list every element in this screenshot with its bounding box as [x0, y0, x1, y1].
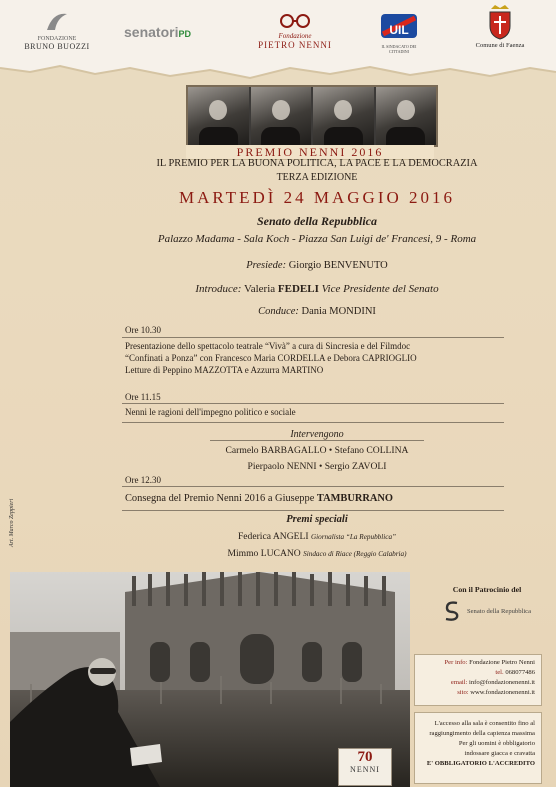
site-label: sito: [457, 689, 469, 696]
program-item-1115 [125, 406, 510, 418]
premio-speciale-1 [122, 531, 512, 542]
access-line-2: raggiungimento della capienza massima [429, 730, 535, 737]
divider-1 [122, 337, 504, 338]
info-label: Per info: [444, 659, 468, 666]
email-value: info@fondazionenenni.it [469, 679, 535, 686]
coat-of-arms-icon [487, 4, 513, 40]
access-line-3: Per gli uomini è obbligatorio [458, 740, 535, 747]
poster-title: PREMIO NENNI 2016 [186, 145, 434, 160]
senatori-logo [124, 24, 224, 40]
photo-1 [188, 87, 249, 145]
introduce-first-name: Valeria [243, 283, 276, 295]
time-1115: Ore 11.15 [125, 392, 161, 402]
divider-5 [122, 510, 504, 511]
senatori-suffix: PD [178, 29, 191, 39]
subtitle: IL PREMIO PER LA BUONA POLITICA, LA PACE E LA DEMOCRAZIA [156, 158, 478, 169]
divider-4 [122, 486, 504, 487]
senato-mark [426, 600, 548, 622]
uil-sub-label: IL SINDACATO DEI CITTADINI [381, 44, 417, 54]
senato-label: Senato della Repubblica [466, 607, 532, 615]
conduce-label: Conduce: [258, 306, 299, 317]
info-box [414, 654, 542, 706]
access-line-1: L'accesso alla sala è consentito fino al [434, 720, 535, 727]
faenza-logo [464, 4, 536, 49]
introduce-label: Introduce: [195, 283, 242, 295]
faenza-label: Comune di Faenza [475, 42, 525, 49]
introduce-line [122, 283, 512, 295]
buozzi-name: BRUNO BUOZZI [24, 42, 90, 51]
time-1230: Ore 12.30 [125, 475, 161, 485]
uil-label: UIL [389, 23, 409, 37]
divider-3 [122, 422, 504, 423]
patrocinio-label: Con il Patrocinio del [452, 585, 522, 594]
photo-2 [251, 87, 312, 145]
tel-label: tel. [495, 669, 504, 676]
premio-1-name: Federica ANGELI [237, 531, 309, 542]
nenni-name: PIETRO NENNI [258, 40, 332, 50]
premio-2-role: Sindaco di Riace (Reggio Calabria) [303, 550, 407, 558]
photo-4 [376, 87, 437, 145]
buozzi-emblem-icon [43, 10, 71, 34]
nenni-foundation-logo [254, 12, 336, 50]
ceremony-line [125, 493, 510, 505]
program-1030-line-1: Presentazione dello spettacolo teatrale “Vivà” a cura di Sincresia e del Filmdoc [125, 341, 411, 351]
intervengono-label: Intervengono [290, 429, 344, 440]
intervengono-row-2: Pierpaolo NENNI • Sergio ZAVOLI [247, 461, 387, 472]
introduce-surname: FEDELI [277, 283, 319, 295]
intervengono-underline [210, 440, 424, 441]
presiede-value: Giorgio BENVENUTO [288, 260, 388, 271]
venue-name: Senato della Repubblica [257, 214, 377, 228]
buozzi-top-label: FONDAZIONE [37, 36, 77, 42]
program-1030-line-3: Letture di Peppino MAZZOTTA e Azzurra MARTINO [125, 365, 324, 375]
time-1030: Ore 10.30 [125, 325, 161, 335]
divider-2 [122, 403, 504, 404]
buozzi-logo [22, 10, 92, 51]
premi-speciali-label: Premi speciali [286, 514, 348, 525]
email-label: email: [450, 679, 468, 686]
ceremony-recipient: TAMBURRANO [316, 493, 393, 504]
intervengono-row-1: Carmelo BARBAGALLO • Stefano COLLINA [225, 445, 409, 456]
nenni-top-label: Fondazione [278, 32, 312, 40]
badge-number: 70 [357, 749, 373, 765]
access-line-5: E' OBBLIGATORIO L'ACCREDITO [426, 760, 535, 767]
edition: TERZA EDIZIONE [276, 172, 358, 183]
nenni-photo-strip [186, 85, 438, 147]
conduce-line [122, 306, 512, 317]
glasses-icon [278, 12, 312, 30]
art-credit [4, 480, 18, 550]
access-line-4: indossare giacca e cravatta [464, 750, 535, 757]
presiede-line [122, 260, 512, 271]
premio-1-role: Giornalista “La Repubblica” [310, 533, 397, 541]
presiede-label: Presiede: [246, 260, 287, 271]
photo-3 [313, 87, 374, 145]
info-org: Fondazione Pietro Nenni [469, 659, 535, 666]
site-value: www.fondazionenenni.it [470, 689, 535, 696]
event-date: MARTEDÌ 24 MAGGIO 2016 [178, 188, 456, 207]
patrocinio [426, 585, 548, 622]
art-credit-text: Art. Marco Zeppieri [9, 498, 15, 547]
uil-logo [372, 10, 426, 54]
senatori-label: senatori [124, 24, 179, 40]
badge-label: NENNI [350, 765, 380, 774]
tel-value: 068077486 [505, 669, 535, 676]
access-box [414, 712, 542, 784]
premio-speciale-2 [122, 548, 512, 559]
venue-address: Palazzo Madama - Sala Koch - Piazza San Luigi de' Francesi, 9 - Roma [157, 233, 477, 245]
premio-2-name: Mimmo LUCANO [227, 548, 301, 559]
senato-emblem-icon [443, 600, 461, 622]
program-item-1030 [125, 340, 510, 376]
conduce-value: Dania MONDINI [301, 306, 376, 317]
introduce-role: Vice Presidente del Senato [321, 283, 439, 295]
ceremony-text: Consegna del Premio Nenni 2016 a Giuseppe [125, 493, 315, 504]
program-1115-line-1: Nenni le ragioni dell'impegno politico e sociale [125, 407, 296, 417]
program-1030-line-2: “Confinati a Ponza” con Francesco Maria CORDELLA e Debora CAPRIOGLIO [125, 353, 417, 363]
anniversary-badge [338, 748, 392, 786]
